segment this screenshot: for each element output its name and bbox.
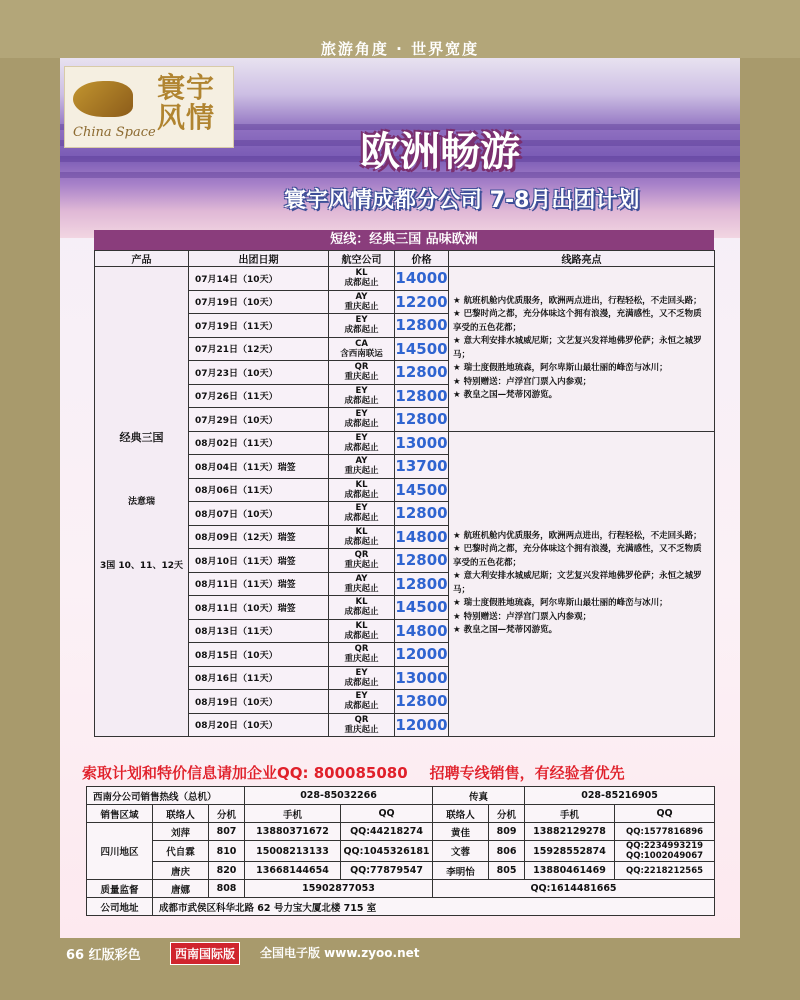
- price-cell: 12200: [395, 290, 449, 314]
- departure-date: 08月07日（10天）: [189, 502, 329, 526]
- contact-m2: 13880461469: [525, 862, 615, 880]
- price-cell: 14800: [395, 525, 449, 549]
- brand-box: 西南国际版: [170, 942, 240, 965]
- contact-row: [87, 862, 715, 880]
- highlight-item: ★ 特别赠送：卢浮宫门票入内参观；: [453, 611, 592, 622]
- airline-cell: [329, 690, 395, 714]
- qc-qq: QQ:1614481665: [433, 880, 715, 898]
- logo-en-text: China Space: [73, 125, 156, 140]
- airline-air1: QR: [354, 644, 369, 655]
- airline-air1: CA: [355, 338, 368, 349]
- airline-air2: 成都起止: [344, 325, 379, 336]
- price-cell: 12800: [395, 549, 449, 573]
- airline-air1: EY: [355, 315, 368, 326]
- contact-m1: 13880371672: [245, 823, 341, 841]
- contact-q1: QQ:1045326181: [341, 841, 433, 862]
- contact-q1: QQ:77879547: [341, 862, 433, 880]
- departure-date: 08月20日（10天）: [189, 713, 329, 737]
- airline-air1: KL: [355, 597, 368, 608]
- qc-ext: 808: [209, 880, 245, 898]
- promo-hire: 招聘专线销售，有经验者优先: [429, 764, 625, 782]
- airline-air2: 重庆起止: [344, 372, 379, 383]
- airline-air1: AY: [355, 573, 368, 584]
- content-panel: [60, 58, 740, 938]
- hero-banner: [60, 58, 740, 238]
- departure-date: 08月19日（10天）: [189, 690, 329, 714]
- airline-air1: QR: [354, 714, 369, 725]
- departure-date: 08月11日（10天）瑞签: [189, 596, 329, 620]
- qc-mobile: 15902877053: [245, 880, 433, 898]
- airline-cell: [329, 267, 395, 291]
- airline-air2: 成都起止: [344, 607, 379, 618]
- airline-cell: [329, 431, 395, 455]
- airline-air1: EY: [355, 667, 368, 678]
- contact-header: 分机: [209, 805, 245, 823]
- departure-date: 08月10日（11天）瑞签: [189, 549, 329, 573]
- departure-date: 07月29日（10天）: [189, 408, 329, 432]
- region-cell: 四川地区: [87, 823, 153, 880]
- airline-cell: [329, 666, 395, 690]
- fax-label: 传真: [433, 787, 525, 805]
- airline-air2: 含西南联运: [340, 348, 383, 359]
- product-days: 3国 10、11、12天: [100, 560, 183, 571]
- contact-e1: 807: [209, 823, 245, 841]
- contact-n2: 文蓉: [433, 841, 489, 862]
- contact-n1: 代自霖: [153, 841, 209, 862]
- highlight-item: ★ 巴黎时尚之都，充分体味这个拥有浪漫，充满感性，又不乏物质享受的五色花都；: [453, 544, 702, 568]
- departure-date: 07月26日（11天）: [189, 384, 329, 408]
- contact-m1: 15008213133: [245, 841, 341, 862]
- airline-air1: AY: [355, 456, 368, 467]
- airline-cell: [329, 549, 395, 573]
- airline-cell: [329, 314, 395, 338]
- contact-q2: QQ:2234993219 QQ:1002049067: [615, 841, 715, 862]
- contact-e1: 820: [209, 862, 245, 880]
- highlight-item: ★ 航班机舱内优质服务，欧洲两点进出，行程轻松，不走回头路；: [453, 295, 702, 306]
- logo-cn-text: 寰宇风情: [157, 71, 216, 134]
- highlight-item: ★ 教皇之国—梵蒂冈游览。: [453, 390, 558, 401]
- col-header-airline: 航空公司: [329, 251, 395, 267]
- product-cell: [95, 267, 189, 737]
- airline-air1: EY: [355, 503, 368, 514]
- price-cell: 12800: [395, 408, 449, 432]
- airline-air2: 成都起止: [344, 513, 379, 524]
- hotline-label: 西南分公司销售热线（总机）: [87, 787, 245, 805]
- contact-header: QQ: [615, 805, 715, 823]
- table-row: [95, 267, 715, 291]
- contact-n2: 李明怡: [433, 862, 489, 880]
- airline-air1: EY: [355, 691, 368, 702]
- hotline-number: 028-85032266: [245, 787, 433, 805]
- airline-air1: KL: [355, 526, 368, 537]
- airline-air2: 成都起止: [344, 278, 379, 289]
- product-mid: 法意瑞: [127, 496, 155, 507]
- contact-e1: 810: [209, 841, 245, 862]
- price-cell: 14800: [395, 619, 449, 643]
- contact-row: [87, 823, 715, 841]
- airline-air2: 成都起止: [344, 677, 379, 688]
- departure-date: 08月06日（11天）: [189, 478, 329, 502]
- horse-logo-icon: [73, 81, 133, 117]
- footer: [0, 938, 800, 1000]
- price-cell: 12800: [395, 361, 449, 385]
- table-title: 短线：经典三国 品味欧洲: [94, 230, 714, 250]
- page-number: 66 红版彩色: [66, 948, 141, 963]
- airline-cell: [329, 384, 395, 408]
- promo-line: [82, 762, 625, 783]
- departure-date: 08月13日（11天）: [189, 619, 329, 643]
- contact-header: 联络人: [433, 805, 489, 823]
- highlight-item: ★ 意大利安排水城威尼斯；文艺复兴发祥地佛罗伦萨；永恒之城罗马；: [453, 336, 702, 360]
- contact-table: [86, 786, 714, 916]
- departure-date: 08月04日（11天）瑞签: [189, 455, 329, 479]
- col-header-product: 产品: [95, 251, 189, 267]
- airline-air1: KL: [355, 479, 368, 490]
- airline-air2: 成都起止: [344, 489, 379, 500]
- airline-cell: [329, 290, 395, 314]
- price-cell: 13700: [395, 455, 449, 479]
- contact-header: 手机: [525, 805, 615, 823]
- highlights-cell: [449, 267, 715, 432]
- departure-date: 07月19日（10天）: [189, 290, 329, 314]
- contact-e2: 806: [489, 841, 525, 862]
- airline-air1: EY: [355, 385, 368, 396]
- highlight-item: ★ 教皇之国—梵蒂冈游览。: [453, 625, 558, 636]
- tour-table: [94, 230, 714, 737]
- hero-title: 欧洲畅游: [360, 129, 520, 175]
- price-cell: 14000: [395, 267, 449, 291]
- departure-date: 08月11日（11天）瑞签: [189, 572, 329, 596]
- qc-label: 质量监督: [87, 880, 153, 898]
- price-cell: 13000: [395, 431, 449, 455]
- airline-air1: EY: [355, 409, 368, 420]
- airline-air1: EY: [355, 432, 368, 443]
- airline-cell: [329, 596, 395, 620]
- airline-air2: 重庆起止: [344, 654, 379, 665]
- airline-air2: 重庆起止: [344, 466, 379, 477]
- departure-date: 07月23日（10天）: [189, 361, 329, 385]
- airline-air1: KL: [355, 268, 368, 279]
- airline-air1: KL: [355, 620, 368, 631]
- airline-cell: [329, 408, 395, 432]
- airline-cell: [329, 361, 395, 385]
- airline-cell: [329, 525, 395, 549]
- product-name: 经典三国: [119, 430, 164, 444]
- contact-header: 手机: [245, 805, 341, 823]
- contact-row: [87, 841, 715, 862]
- contact-q2: QQ:1577816896: [615, 823, 715, 841]
- airline-air1: QR: [354, 550, 369, 561]
- departure-date: 08月09日（12天）瑞签: [189, 525, 329, 549]
- price-cell: 14500: [395, 337, 449, 361]
- airline-air2: 成都起止: [344, 395, 379, 406]
- price-cell: 12800: [395, 314, 449, 338]
- airline-air2: 重庆起止: [344, 724, 379, 735]
- hero-subtitle: 寰宇风情成都分公司 7-8月出团计划: [284, 188, 640, 213]
- contact-header: 分机: [489, 805, 525, 823]
- price-cell: 12800: [395, 690, 449, 714]
- col-header-highlights: 线路亮点: [449, 251, 715, 267]
- airline-cell: [329, 619, 395, 643]
- price-cell: 12800: [395, 384, 449, 408]
- fax-number: 028-85216905: [525, 787, 715, 805]
- airline-air2: 重庆起止: [344, 301, 379, 312]
- edition-link[interactable]: 全国电子版 www.zyoo.net: [260, 946, 420, 960]
- contact-header: 联络人: [153, 805, 209, 823]
- airline-air2: 成都起止: [344, 442, 379, 453]
- price-cell: 13000: [395, 666, 449, 690]
- qc-name: 唐娜: [153, 880, 209, 898]
- price-cell: 12800: [395, 502, 449, 526]
- highlights-cell: [449, 431, 715, 737]
- price-cell: 12800: [395, 572, 449, 596]
- highlight-item: ★ 意大利安排水城威尼斯；文艺复兴发祥地佛罗伦萨；永恒之城罗马；: [453, 571, 702, 595]
- contact-n1: 唐庆: [153, 862, 209, 880]
- airline-air2: 成都起止: [344, 630, 379, 641]
- contact-n1: 刘萍: [153, 823, 209, 841]
- highlight-item: ★ 特别赠送：卢浮宫门票入内参观；: [453, 376, 592, 387]
- departure-date: 07月19日（11天）: [189, 314, 329, 338]
- departure-date: 08月02日（11天）: [189, 431, 329, 455]
- contact-e2: 805: [489, 862, 525, 880]
- promo-qq: 索取计划和特价信息请加企业QQ: 800085080: [82, 764, 408, 782]
- company-logo: [64, 66, 234, 148]
- highlight-item: ★ 航班机舱内优质服务，欧洲两点进出，行程轻松，不走回头路；: [453, 530, 702, 541]
- price-cell: 12000: [395, 643, 449, 667]
- contact-header: 销售区域: [87, 805, 153, 823]
- tagline: 旅游角度 · 世界宽度: [320, 40, 480, 58]
- col-header-date: 出团日期: [189, 251, 329, 267]
- airline-air2: 成都起止: [344, 701, 379, 712]
- addr-label: 公司地址: [87, 898, 153, 916]
- highlight-item: ★ 瑞士度假胜地琉森，阿尔卑斯山最壮丽的峰峦与冰川；: [453, 363, 668, 374]
- addr-text: 成都市武侯区科华北路 62 号力宝大厦北楼 715 室: [153, 898, 715, 916]
- airline-air1: QR: [354, 362, 369, 373]
- airline-air2: 成都起止: [344, 536, 379, 547]
- airline-cell: [329, 455, 395, 479]
- departure-date: 07月21日（12天）: [189, 337, 329, 361]
- contact-header: QQ: [341, 805, 433, 823]
- contact-q2: QQ:2218212565: [615, 862, 715, 880]
- price-cell: 14500: [395, 478, 449, 502]
- departure-date: 08月16日（11天）: [189, 666, 329, 690]
- col-header-price: 价格: [395, 251, 449, 267]
- departure-date: 07月14日（10天）: [189, 267, 329, 291]
- contact-m1: 13668144654: [245, 862, 341, 880]
- price-cell: 14500: [395, 596, 449, 620]
- airline-cell: [329, 643, 395, 667]
- price-cell: 12000: [395, 713, 449, 737]
- departure-date: 08月15日（10天）: [189, 643, 329, 667]
- airline-cell: [329, 337, 395, 361]
- top-banner: [0, 0, 800, 58]
- contact-m2: 13882129278: [525, 823, 615, 841]
- airline-cell: [329, 478, 395, 502]
- airline-cell: [329, 713, 395, 737]
- highlight-item: ★ 瑞士度假胜地琉森，阿尔卑斯山最壮丽的峰峦与冰川；: [453, 598, 668, 609]
- contact-q1: QQ:44218274: [341, 823, 433, 841]
- contact-m2: 15928552874: [525, 841, 615, 862]
- airline-air2: 成都起止: [344, 419, 379, 430]
- airline-air2: 重庆起止: [344, 583, 379, 594]
- airline-air1: AY: [355, 291, 368, 302]
- contact-e2: 809: [489, 823, 525, 841]
- airline-air2: 重庆起止: [344, 560, 379, 571]
- airline-cell: [329, 572, 395, 596]
- contact-n2: 黄佳: [433, 823, 489, 841]
- airline-cell: [329, 502, 395, 526]
- highlight-item: ★ 巴黎时尚之都，充分体味这个拥有浪漫，充满感性，又不乏物质享受的五色花都；: [453, 309, 702, 333]
